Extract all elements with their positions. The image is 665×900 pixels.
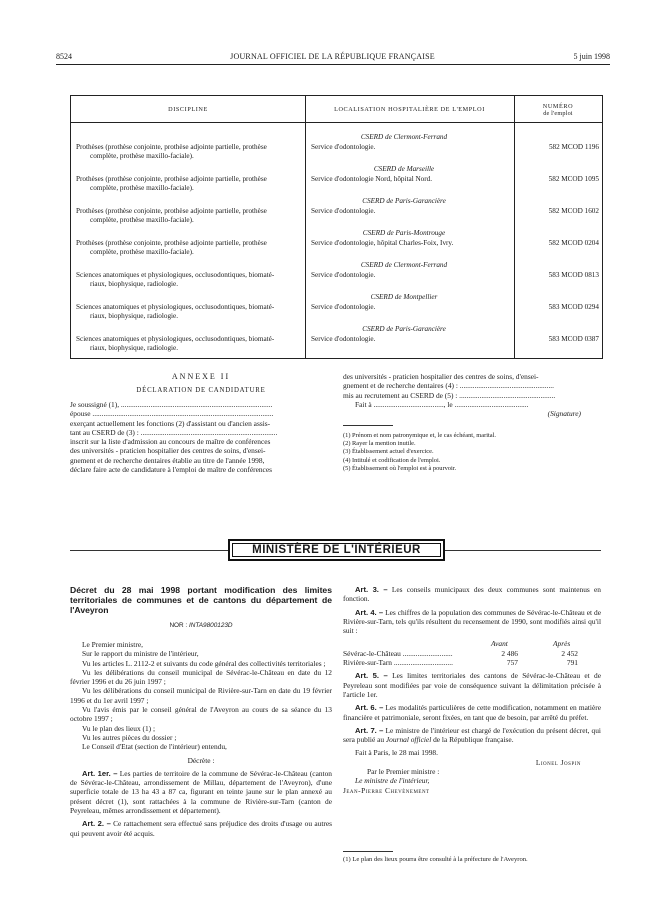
population-header [343,639,601,648]
table-row [71,197,602,229]
row-centre: CSERD de Paris-Garancière [362,325,446,333]
journal-title: JOURNAL OFFICIEL DE LA RÉPUBLIQUE FRANÇAISE [230,52,435,61]
declaration-title: DÉCLARATION DE CANDIDATURE [136,387,266,394]
ministry-name: MINISTÈRE DE L'INTÉRIEUR [252,544,421,556]
page-number: 8524 [56,52,72,61]
population-row [343,658,601,667]
commune-name: Sévérac-le-Château ........................... [343,648,453,658]
article-7: Art. 7. – Le ministre de l'intérieur est chargé de l'exécution du présent décret, qui sera publié au Journal officiel de la République française. [343,725,601,745]
minister-name: Jean-Pierre Chevènement [343,785,430,795]
header-numero: NUMÉRO [542,103,574,110]
decree-paragraph: Vu les autres pièces du dossier ; [82,732,177,742]
annexe-footnotes [343,432,601,473]
row-centre: CSERD de Clermont-Ferrand [360,261,448,269]
decree-paragraph: Vu les délibérations du conseil municipal de Rivière-sur-Tarn en date du 19 février 1996 et du 1er avril 1997 ; [70,686,332,705]
declaration-line: des universités - praticien hospitalier des centres de soins, d'ensei- [343,372,539,381]
table-row [71,261,602,293]
header-numero-sub: de l'emploi [543,110,573,117]
declaration-line: épouse .................................................................................................. [70,409,274,419]
row-number: 583 MCOD 0294 [548,303,599,311]
article-6: Art. 6. – Les modalités particulières de cette modification, notamment en matière financière et patrimoniale, seront fixées, en tant que de besoin, par arrêté du préfet. [343,703,601,722]
row-service: Service d'odontologie. [311,303,376,311]
header-discipline: DISCIPLINE [168,106,208,113]
header-rule [56,64,610,65]
decree-footnote: (1) Le plan des lieux pourra être consulté à la préfecture de l'Aveyron. [343,856,528,863]
row-centre: CSERD de Paris-Montrouge [362,229,446,237]
declaration-line: gnement et de recherche dentaires (4) : ................................................... [343,381,554,391]
footnote: (1) Prénom et nom patronymique et, le cas échéant, marital. [343,432,496,439]
signatory: Lionel Jospin [535,757,581,767]
row-discipline: Prothèses (prothèse conjointe, prothèse adjointe partielle, prothèse complète, prothèse maxillo-faciale). [76,143,267,160]
row-discipline: Prothèses (prothèse conjointe, prothèse adjointe partielle, prothèse complète, prothèse maxillo-faciale). [76,239,267,256]
declaration-body [70,400,332,474]
row-service: Service d'odontologie. [311,271,376,279]
declaration-line: tant au CSERD de (3) : .......................................................................... [70,427,278,437]
ministry-rule-left [70,550,228,551]
footnote: (4) Intitulé et codification de l'emploi. [343,456,441,464]
footnote-rule [343,851,393,852]
decree-title: Décret du 28 mai 1998 portant modification des limites territoriales de communes et de cantons du département de l'Aveyron [70,585,332,615]
row-number: 583 MCOD 0813 [548,271,599,279]
decree-right-column [343,585,601,795]
population-row [343,649,601,658]
annexe-title: ANNEXE II [171,372,231,381]
declaration-line: inscrit sur la liste d'admission au concours de maître de conférences [70,437,271,447]
table-row [71,293,602,325]
row-discipline: Sciences anatomiques et physiologiques, occlusodontiques, biomaté- riaux, biophysique, radiologie. [76,271,275,288]
article-1: Art. 1er. – Les parties de territoire de la commune de Sévérac-le-Château (canton de Sévérac-le-Château, arrondissement de Millau, département de l'Aveyron), d'une superficie totale de 13 ha 43 a 87 ca, figurant en teinte jaune sur le plan annexé au présent décret (1), sont rattachées à la commune de Rivière-sur-Tarn (canton de Peyreleau, mêmes arrondissement et département). [70,768,332,816]
row-service: Service d'odontologie. [311,143,376,151]
commune-name: Rivière-sur-Tarn ................................ [343,658,453,668]
row-discipline: Prothèses (prothèse conjointe, prothèse adjointe partielle, prothèse complète, prothèse maxillo-faciale). [76,207,267,224]
nor-label: NOR : [169,622,189,629]
decree-left-column [70,640,332,838]
declaration-line: exerçant actuellement les fonctions (2) d'assistant ou d'ancien assis- [70,418,271,428]
footnote: (5) Établissement où l'emploi est à pourvoir. [343,464,457,472]
row-discipline: Prothèses (prothèse conjointe, prothèse adjointe partielle, prothèse complète, prothèse maxillo-faciale). [76,175,267,192]
footnote: (2) Rayer la mention inutile. [343,440,416,448]
nor-reference [70,622,332,629]
decree-paragraph: Le Conseil d'Etat (section de l'intérieur) entendu, [82,742,227,752]
ministry-rule-right [445,550,601,551]
pop-after: 2 452 [561,648,578,658]
row-service: Service d'odontologie Nord, hôpital Nord. [311,175,433,183]
decree-paragraph: Le Premier ministre, [82,640,143,649]
pop-before: 2 486 [501,648,518,658]
decree-paragraph: Sur le rapport du ministre de l'intérieur, [82,649,199,659]
table-row [71,325,602,357]
minister-title: Le ministre de l'intérieur, [355,776,430,786]
article-3: Art. 3. – Les conseils municipaux des deux communes sont maintenus en fonction. [343,585,601,604]
publication-date: 5 juin 1998 [573,52,610,61]
ministry-heading [228,539,445,561]
row-centre: CSERD de Marseille [373,165,435,173]
row-discipline: Sciences anatomiques et physiologiques, occlusodontiques, biomaté- riaux, biophysique, radiologie. [76,303,275,320]
row-centre: CSERD de Montpellier [370,293,438,301]
row-service: Service d'odontologie, hôpital Charles-Foix, Ivry. [311,239,454,247]
row-service: Service d'odontologie. [311,335,376,343]
declaration-line: des universités - praticien hospitalier des centres de soins, d'ensei- [70,446,266,456]
decree-paragraph: Vu le plan des lieux (1) ; [82,723,156,733]
row-centre: CSERD de Clermont-Ferrand [360,133,448,141]
pop-before: 757 [506,658,518,668]
by-prime-minister: Par le Premier ministre : [367,767,440,777]
col-apres: Après [553,639,571,649]
decree-paragraph: Vu les délibérations du conseil municipal de Sévérac-le-Château en date du 12 février 1996 et du 26 juin 1997 ; [70,667,332,687]
signature-line: Fait à ......................................, le ........................................ [355,399,529,409]
row-number: 582 MCOD 1602 [548,207,599,215]
positions-table [70,95,603,359]
table-row [71,133,602,165]
table-row [71,229,602,261]
row-number: 583 MCOD 0387 [548,335,599,343]
done-at: Fait à Paris, le 28 mai 1998. [355,748,438,758]
signature-label: (Signature) [547,409,581,419]
article-2: Art. 2. – Ce rattachement sera effectué sans préjudice des droits d'usage ou autres qui peuvent avoir été acquis. [70,819,332,838]
table-row [71,165,602,197]
declaration-line: mis au recrutement au CSERD de (5) : .................................................... [343,390,556,400]
row-discipline: Sciences anatomiques et physiologiques, occlusodontiques, biomaté- riaux, biophysique, radiologie. [76,335,275,352]
header-localisation: LOCALISATION HOSPITALIÈRE DE L'EMPLOI [334,106,485,113]
declaration-continuation [343,372,601,418]
decrete-label: Décrète : [187,755,215,765]
table-header-rule [71,122,602,123]
row-number: 582 MCOD 1095 [548,175,599,183]
footnote: (3) Établissement actuel d'exercice. [343,448,434,456]
row-centre: CSERD de Paris-Garancière [362,197,446,205]
declaration-line: Je soussigné (1), .................................................................................. [70,400,273,409]
nor-code: INTA9800123D [188,622,233,629]
declaration-line: déclare faire acte de candidature à l'emploi de maître de conférences [70,465,272,475]
col-avant: Avant [491,639,508,649]
pop-after: 791 [566,658,578,668]
row-number: 582 MCOD 0204 [548,239,599,247]
decree-paragraph: Vu les articles L. 2112-2 et suivants du code général des collectivités territoriales ; [82,658,326,668]
article-5: Art. 5. – Les limites territoriales des cantons de Sévérac-le-Château et de Peyreleau sont modifiées par voie de conséquence suivant la délimitation précisée à l'article 1er. [343,671,601,699]
article-4: Art. 4. – Les chiffres de la population des communes de Sévérac-le-Château et de Rivière-sur-Tarn, tels qu'ils résultent du recensement de 1990, sont modifiés ainsi qu'il suit : [343,607,602,636]
footnote-rule [343,425,393,426]
decree-paragraph: Vu l'avis émis par le conseil général de l'Aveyron au cours de sa séance du 13 octobre 1997 ; [70,705,332,724]
declaration-line: gnement et de recherche dentaires établie au titre de l'année 1998, [70,455,265,465]
row-service: Service d'odontologie. [311,207,376,215]
row-number: 582 MCOD 1196 [548,143,599,151]
